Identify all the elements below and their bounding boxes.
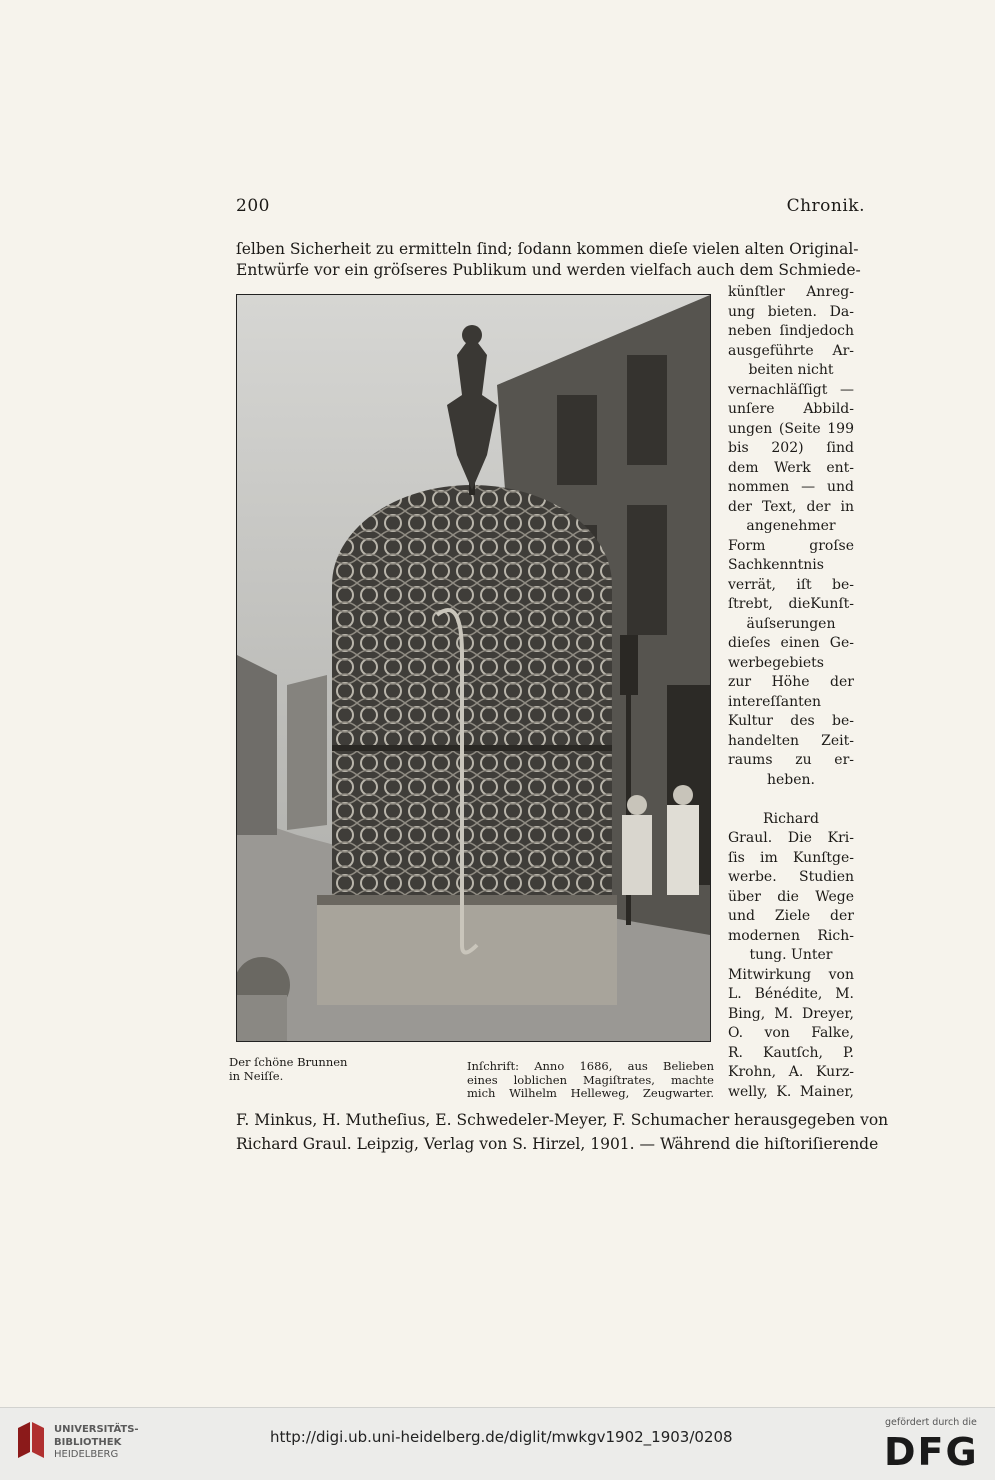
column-line: ungen (Seite 199 — [728, 420, 854, 437]
body-line: ſelben Sicherheit zu ermitteln ſind; ſodann kommen dieſe vielen alten Original- — [236, 240, 859, 258]
caption-line: Der ſchöne Brunnen — [229, 1055, 348, 1069]
column-line: künſtler Anreg- — [728, 284, 854, 300]
column-line: werbegebiets — [728, 654, 824, 671]
caption-line: eines loblichen Magiſtrates, machte — [467, 1072, 714, 1087]
side-column-text — [728, 283, 854, 1102]
caption-line: in Neiſſe. — [229, 1068, 284, 1083]
column-line: ausgeführte Ar- — [728, 342, 854, 359]
column-line: verrät, iſt be- — [728, 576, 854, 593]
body-line: F. Minkus, H. Mutheſius, E. Schwedeler-Meyer, F. Schumacher herausgegeben von — [236, 1111, 889, 1129]
column-line: tung. Unter — [749, 947, 833, 963]
column-line: raums zu er- — [728, 752, 854, 768]
column-line: intereſſanten — [728, 693, 822, 710]
column-line: Graul. Die Kri- — [728, 830, 854, 846]
page-number: 200 — [236, 196, 270, 216]
column-line: über die Wege — [728, 888, 854, 905]
institution-line: UNIVERSITÄTS- — [54, 1424, 139, 1435]
column-line: welly, K. Mainer, — [728, 1083, 854, 1100]
permalink-url[interactable]: http://digi.ub.uni-heidelberg.de/diglit/mwkgv1902_1903/0208 — [270, 1428, 733, 1446]
column-line: unſere Abbild- — [728, 401, 854, 417]
institution-name — [54, 1424, 139, 1462]
column-line: R. Kautſch, P. — [728, 1044, 854, 1061]
column-line: nommen — und — [728, 479, 854, 495]
column-line: ung bieten. Da- — [728, 303, 854, 320]
column-line: Kultur des be- — [728, 713, 854, 729]
column-line: angenehmer — [746, 518, 836, 534]
column-line: Mitwirkung von — [728, 966, 854, 983]
column-line: und Ziele der — [728, 908, 854, 924]
institution-line: HEIDELBERG — [54, 1449, 119, 1460]
column-line: vernachläſſigt — — [728, 381, 854, 398]
body-line: Richard Graul. Leipzig, Verlag von S. Hirzel, 1901. — Während die hiſtoriſierende — [236, 1135, 879, 1153]
column-line: bis 202) ſind — [728, 440, 854, 456]
body-line: Entwürfe vor ein gröſseres Publikum und werden vielfach auch dem Schmiede- — [236, 261, 861, 279]
column-line: O. von Falke, — [728, 1025, 854, 1041]
column-line: handelten Zeit- — [728, 732, 854, 749]
column-line: ſtrebt, dieKunſt- — [728, 596, 854, 612]
university-logo-icon — [14, 1422, 46, 1458]
institution-line: BIBLIOTHEK — [54, 1436, 122, 1448]
column-line: Sachkenntnis — [728, 557, 824, 573]
column-line: Form groſse — [728, 537, 854, 554]
column-line: ſis im Kunſtge- — [728, 849, 854, 866]
column-line: Richard — [763, 810, 819, 827]
funding-note: gefördert durch die — [885, 1417, 977, 1428]
dfg-logo: DFG — [884, 1430, 979, 1474]
column-line: dem Werk ent- — [728, 459, 854, 476]
viewer-footer — [0, 1407, 995, 1480]
column-line: Bing, M. Dreyer, — [728, 1005, 854, 1022]
column-line — [728, 790, 854, 810]
running-head: Chronik. — [786, 196, 865, 216]
column-line: heben. — [766, 771, 815, 788]
column-line: Krohn, A. Kurz- — [728, 1064, 854, 1080]
caption-title — [229, 1056, 347, 1083]
column-line: beiten nicht — [748, 362, 834, 378]
column-line: modernen Rich- — [728, 927, 854, 944]
caption-inscription — [467, 1060, 714, 1101]
column-line: L. Bénédite, M. — [728, 986, 854, 1002]
column-line: zur Höhe der — [728, 674, 854, 690]
column-line: der Text, der in — [728, 498, 854, 515]
caption-line: Inſchrift: Anno 1686, aus Belieben — [467, 1059, 714, 1073]
fountain-photograph — [236, 294, 711, 1042]
column-line: äuſserungen — [746, 615, 836, 632]
column-line: neben ſindjedoch — [728, 323, 854, 339]
column-line: werbe. Studien — [728, 869, 854, 885]
caption-line: mich Wilhelm Helleweg, Zeugwarter. — [467, 1086, 714, 1100]
column-line: dieſes einen Ge- — [728, 635, 854, 651]
